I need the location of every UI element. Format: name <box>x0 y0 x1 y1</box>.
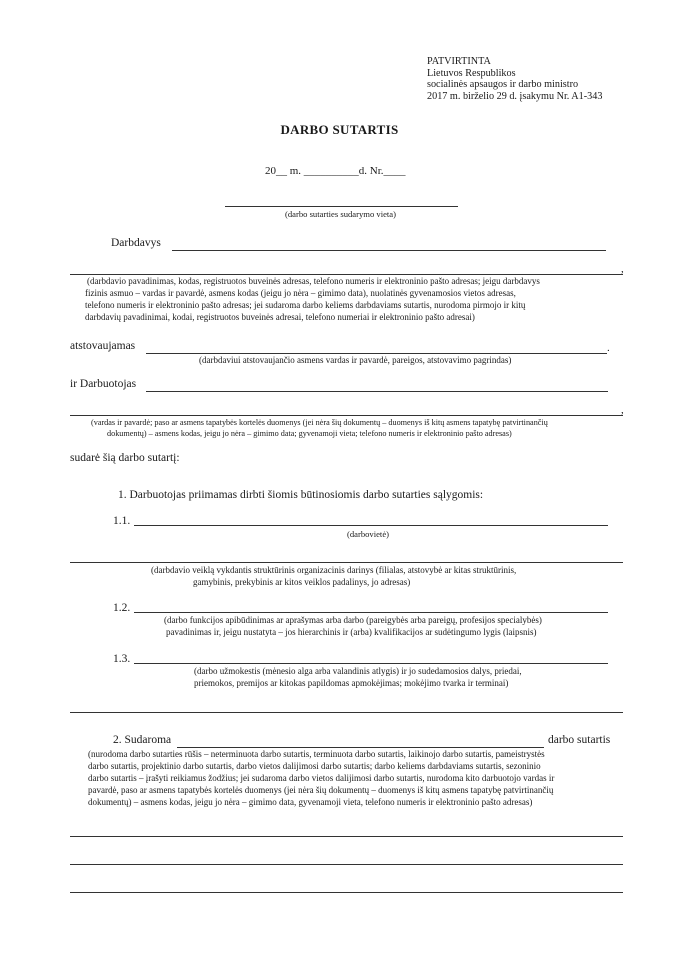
section-2-start: 2. Sudaroma <box>113 734 172 746</box>
comma: , <box>621 404 624 416</box>
approval-line-4: 2017 m. birželio 29 d. įsakymu Nr. A1-343 <box>427 90 603 102</box>
salary-field-line[interactable] <box>134 663 608 664</box>
contract-type-caption-3: darbo sutartis – įrašyti reikiamus žodžius; jei sudaroma darbo vietos dalijimosi darbo sutartis, nurodoma kito darbuotojo vardas ir <box>88 773 555 783</box>
employer-caption-3: telefono numeris ir elektroninio pašto adresas; jei sudaroma darbo keliems darbdaviams sutartis, nurodoma pirmojo ir kitų <box>85 300 526 310</box>
employer-label: Darbdavys <box>111 237 161 249</box>
employer-caption-4: darbdavių pavadinimai, kodai, registruotos buveinės adresai, telefono numeriai ir elektroninio pašto adresai) <box>85 312 475 322</box>
representative-field-line[interactable] <box>146 353 607 354</box>
employer-field-line-2[interactable] <box>70 274 623 275</box>
details-field-line-1[interactable] <box>70 836 623 837</box>
period: . <box>607 342 610 354</box>
details-field-line-3[interactable] <box>70 892 623 893</box>
employer-caption-1: (darbdavio pavadinimas, kodas, registruotos buveinės adresas, telefono numeris ir elektroninio pašto adresas; jeigu darbdavys <box>87 276 540 286</box>
section-1-heading: 1. Darbuotojas priimamas dirbti šiomis būtinosiomis darbo sutarties sąlygomis: <box>118 489 484 501</box>
section-2-end: darbo sutartis <box>548 734 611 746</box>
contract-type-caption-2: darbo sutartis, projektinio darbo sutartis, darbo vietos dalijimosi darbo sutartis; darbo keliems darbdaviams sutartis, sezoninio <box>88 761 541 771</box>
point-1-2-number: 1.2. <box>113 602 131 614</box>
workplace-field-line[interactable] <box>134 525 608 526</box>
salary-field-line-2[interactable] <box>70 712 623 713</box>
workplace-division-field-line[interactable] <box>70 562 623 563</box>
point-1-1-number: 1.1. <box>113 515 131 527</box>
workplace-division-caption-1: (darbdavio veiklą vykdantis struktūrinis organizacinis darinys (filialas, atstovybė ar kitas struktūrinis, <box>151 565 517 575</box>
place-field-line[interactable] <box>225 206 458 207</box>
approval-line-2: Lietuvos Respublikos <box>427 67 516 79</box>
contract-type-caption-1: (nurodoma darbo sutarties rūšis – neterminuota darbo sutartis, terminuota darbo sutartis, laikinojo darbo sutartis, pameistrystės <box>88 749 545 759</box>
contract-type-caption-4: pavardė, paso ar asmens tapatybės kortelės duomenys (jei nėra šių dokumentų – duomenys iš kitų asmens tapatybę patvirtinančių <box>88 785 554 795</box>
job-function-caption-2: pavadinimas ir, jeigu nustatyta – jos hierarchinis ir (arba) kvalifikacijos ar sudėtingumo lygis (laipsnis) <box>166 627 537 637</box>
salary-caption-1: (darbo užmokestis (mėnesio alga arba valandinis atlygis) ir jo sudedamosios dalys, priedai, <box>194 666 522 676</box>
comma: , <box>621 263 624 275</box>
contract-type-field-line[interactable] <box>177 747 544 748</box>
approval-line-1: PATVIRTINTA <box>427 56 491 67</box>
job-function-caption-1: (darbo funkcijos apibūdinimas ar aprašymas arba darbo (pareigybės arba pareigų, profesijos specialybės) <box>164 615 542 625</box>
job-function-field-line[interactable] <box>134 612 608 613</box>
workplace-division-caption-2: gamybinis, prekybinis ar kitos veiklos padalinys, jo adresas) <box>193 577 411 587</box>
contract-type-caption-5: dokumentų) – asmens kodas, jeigu jo nėra – gimimo data, gyvenamoji vieta, telefono numeris ir elektroninio pašto adresas) <box>88 797 533 807</box>
employee-field-line-2[interactable] <box>70 415 623 416</box>
represented-label: atstovaujamas <box>70 340 136 352</box>
employee-caption-1: (vardas ir pavardė; paso ar asmens tapatybės kortelės duomenys (jei nėra šių dokumentų – duomenys iš kitų asmens tapatybę patvirtinančių <box>91 418 548 427</box>
document-title: DARBO SUTARTIS <box>280 122 399 137</box>
employee-caption-2: dokumentų) – asmens kodas, jeigu jo nėra – gimimo data; gyvenamoji vieta; telefono numeris ir elektroninio pašto adresas) <box>107 429 512 438</box>
salary-caption-2: priemokos, premijos ar kitokas papildomas apmokėjimas; mokėjimo tvarka ir terminai) <box>194 678 509 688</box>
approval-line-3: socialinės apsaugos ir darbo ministro <box>427 79 579 91</box>
representative-caption: (darbdaviui atstovaujančio asmens vardas ir pavardė, pareigos, atstovavimo pagrindas) <box>199 355 512 365</box>
employer-caption-2: fizinis asmuo – vardas ir pavardė, asmens kodas (jeigu jo nėra – gimimo data), nuolatinės gyvenamosios vietos adresas, <box>85 288 516 298</box>
details-field-line-2[interactable] <box>70 864 623 865</box>
approval-block <box>427 56 602 102</box>
date-number-line: 20__ m. __________d. Nr.____ <box>265 165 406 177</box>
workplace-caption: (darbovietė) <box>347 529 389 539</box>
employee-label: ir Darbuotojas <box>70 378 137 390</box>
point-1-3-number: 1.3. <box>113 653 131 665</box>
concluded-text: sudarė šią darbo sutartį: <box>70 452 180 464</box>
employee-field-line[interactable] <box>146 391 608 392</box>
place-caption: (darbo sutarties sudarymo vieta) <box>285 209 396 219</box>
employer-field-line[interactable] <box>172 250 606 251</box>
